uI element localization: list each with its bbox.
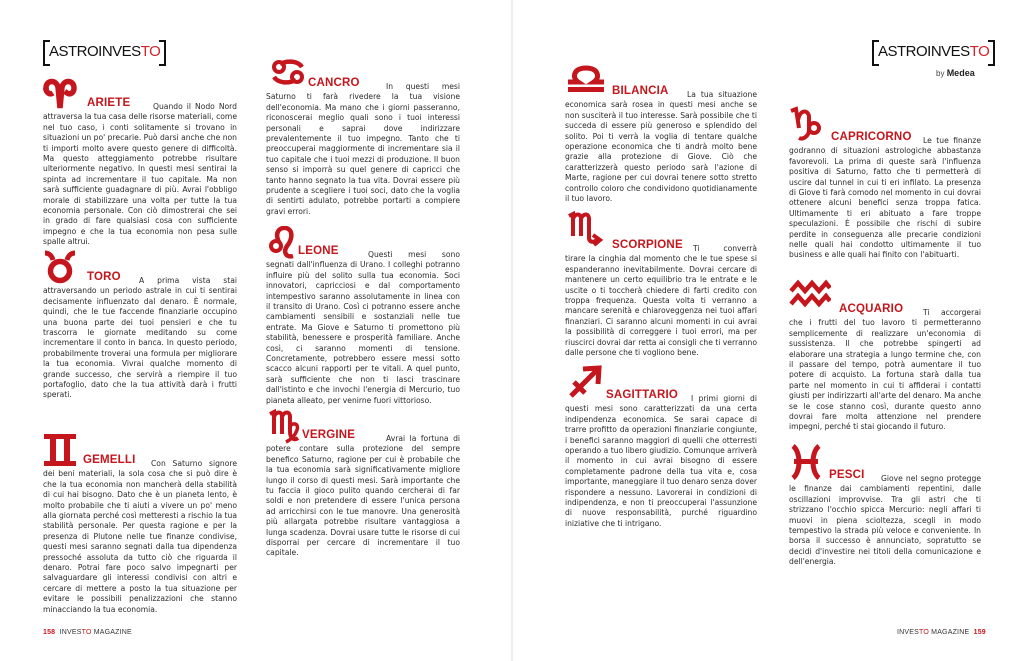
horoscope-pesci [789, 448, 981, 568]
footer-left: 158 INVESTO MAGAZINE [43, 629, 132, 636]
page-number: 159 [973, 629, 986, 636]
sign-text: Le tue finanze godranno di situazioni astrologiche abbastanza favorevoli. La prima di queste sarà l'influenza positiva di Saturno, fatto che ti permetterà di uscire dal tunnel in cui ti eri infilato. La presenza di Giove ti farà comodo nel momento in cui dovrai ottenere alcuni benefici senza troppa fatica. Ultimamente ti eri abituato a fare troppe speculazioni. È possibile che rischi di subire perdite in conseguenza alle precarie condizioni nelle quali hai condotto ultimamente il tuo business e alle quali hai finito con l'abituarti. [789, 136, 981, 260]
sign-name: CAPRICORNO [831, 131, 912, 143]
sign-name: SAGITTARIO [606, 389, 679, 401]
sign-text: Quando il Nodo Nord attraversa la tua casa delle risorse materiali, come nel tuo caso, i conti solitamente si trovano in situazioni un po' precarie. Può darsi anche che non ti importi molto avere questo genere di difficoltà. Ma questo atteggiamento potrebbe risultare ulteriormente negativo. In questi mesi sentirai la spinta ad incrementare il tuo capitale. Ma non sarà sufficiente guadagnare di più. Avrai l'obbligo morale di stabilizzare una volta per tutte la tua economia personale. Con ciò dimostrerai che sei in grado di fare qualsiasi cosa con sufficiente impegno e che la tua economia non pesa sulle spalle altrui. [43, 102, 237, 247]
horoscope-leone [266, 226, 460, 410]
sign-text: I primi giorni di questi mesi sono caratterizzati da una certa indipendenza economica. Se sarai capace di trarre profitto da operazioni finanziarie congiunte, i benefici saranno maggiori di quelli che otterresti operando a tuo libero giudizio. Comunque arriverà il momento in cui avrai bisogno di essere completamente padrone della tua vita e, cosa importante, maneggiare il tuo denaro senza dover rispondere a nessuno. Lavorerai in condizioni di indipendenza, e non ti preoccuperai l'assunzione di nuove responsabilità, purché riguardino iniziative che ti intrigano. [565, 394, 757, 528]
sign-text: Giove nel segno protegge le finanze dai cambiamenti repentini, dalle oscillazioni improvvise. Tra gli astri che ti strizzano l'occhio spicca Mercurio: negli affari ti muovi in piena scioltezza, scegli in modo tempestivo la strada più veloce e conveniente. In borsa il successo è annunciato, sopratutto se decidi d'investire nei titoli della comunicazione e dell'energia. [789, 474, 981, 567]
sign-name: SCORPIONE [612, 239, 683, 251]
column-4 [789, 106, 981, 568]
logo-accent: TO [140, 42, 161, 60]
page-gutter [511, 0, 513, 661]
sign-name: PESCI [829, 469, 865, 481]
sign-text: Con Saturno signore dei beni materiali, la sola cosa che si può dire è che la tua economia non mancherà della stabilità di cui hai bisogno. Dato che è un pianeta lento, è molto probabile che ti aiuti a vivere un po' meno alla giornata perché così metteresti a rischio la tua stabilità personale. Per questa ragione e per la presenza di Plutone nelle tue finanze condivise, questi mesi saranno segnati dalla tua dipendenza pressoché assoluta da tutto ciò che riguarda il denaro. Potrai fare poco salvo impegnarti per salvaguardare gli interessi condivisi con altri e cercare di mettere a posto la tua situazione per evitare le possibili penalizzazioni che stanno minacciando la tua economia. [43, 459, 237, 614]
sign-name: LEONE [298, 245, 339, 257]
sign-name: CANCRO [308, 77, 360, 89]
section-logo-right [872, 40, 995, 62]
sign-name: ARIETE [87, 97, 131, 109]
column-1 [43, 80, 237, 615]
logo-prefix: ASTROINVES [878, 42, 970, 60]
column-3 [565, 66, 757, 529]
sign-name: BILANCIA [612, 85, 669, 97]
horoscope-capricorno [789, 106, 981, 278]
logo-accent: TO [969, 42, 990, 60]
section-logo-left [43, 40, 166, 62]
sign-name: TORO [87, 271, 121, 283]
horoscope-vergine [266, 410, 460, 559]
horoscope-cancro [266, 58, 460, 226]
author-byline: by Medea [936, 68, 975, 78]
sign-text: In questi mesi Saturno ti farà rivedere la tua visione dell'economia. Ma mano che i giorni passeranno, riconoscerai meglio quali sono i tuoi interessi personali e saprai dove indirizzare prevalentemente il tuo impegno. Tanto che ti preoccuperai maggiormente di incrementare sia il tuo capitale che i tuoi mezzi di produzione. Il buon senso si imporrà su quel genere di capricci che tanto hanno segnato la tua vita. Dovrai essere più prudente a scegliere i tuoi soci, dato che la voglia di sentirti adulato, potrebbe portarti a compiere gravi errori. [266, 82, 460, 216]
horoscope-acquario [789, 278, 981, 448]
horoscope-ariete [43, 80, 237, 248]
page-number: 158 [43, 629, 56, 636]
horoscope-toro [43, 248, 237, 435]
sign-text: Avrai la fortuna di potere contare sulla protezione del sempre benefico Saturno, ragione per cui è probabile che la tua economia sarà significativamente migliore lungo il corso di questi mesi. Sarà importante che tu faccia il gioco pulito quando cercherai di far soldi e non pretendere di essere l'unica persona ad arricchirsi con le tue manovre. Una generosità più allargata potrebbe risultare vantaggiosa a lunga scadenza. Dovrai usare tutte le risorse di cui disporrai per cercare di incrementare il tuo capitale. [266, 434, 460, 558]
sign-name: GEMELLI [83, 454, 136, 466]
horoscope-sagittario [565, 364, 757, 529]
sign-text: A prima vista stai attraversando un periodo astrale in cui ti sentirai decisamente influenzato dal denaro. È normale, quindi, che le tue faccende finanziarie occupino una buona parte dei tuoi pensieri e che tu trascorra le giornate meditando su come incrementare il conto in banca. In questo periodo, probabilmente troverai una formula per migliorare la tua economia. Vivrai qualche momento di grande successo, che servirà a riempire il tuo portafoglio, dato che la tua attività darà i frutti sperati. [43, 276, 237, 400]
horoscope-gemelli [43, 435, 237, 615]
sign-name: VERGINE [302, 429, 356, 441]
horoscope-scorpione [565, 210, 757, 364]
column-2 [266, 58, 460, 559]
logo-prefix: ASTROINVES [49, 42, 141, 60]
footer-right: INVESTO MAGAZINE 159 [897, 629, 986, 636]
sign-name: ACQUARIO [839, 303, 904, 315]
sign-text: La tua situazione economica sarà rosea in questi mesi anche se non susciterà il tuo interesse. Sarà possibile che ti succeda di essere più generoso e splendido del solito. Poi ti verrà la voglia di tentare qualche operazione economica che ti andrà molto bene grazie alla protezione di Giove. Ciò che caratterizzerà questo periodo sarà l'azione di Marte, ragione per cui dovrai tenere sotto stretto controllo coloro che condividono quotidianamente il tuo lavoro. [565, 90, 757, 204]
horoscope-bilancia [565, 66, 757, 210]
sign-text: Ti accorgerai che i frutti del tuo lavoro ti permetteranno semplicemente di realizzare un'economia di sussistenza. Il che potrebbe spingerti ad elaborare una strategia a lungo termine che, con il passare del tempo, potrà aumentare il tuo potere di acquisto. La fortuna starà dalla tua parte nel momento in cui ti affiderai i contatti giusti per indirizzarti all'arte del denaro. Ma anche se le cose stanno così, durante questo anno dovrai fare molta attenzione nel prendere impegni, perché ti stai giocando il futuro. [789, 308, 981, 432]
sign-text: Questi mesi sono segnati dall'influenza di Urano. I colleghi potranno influire più del solito sulla tua economia. Soci innovatori, capricciosi e dal comportamento intempestivo saranno assolutamente in linea con il transito di Urano. Così ci potranno essere anche cambiamenti sensibili e sostanziali nelle tue entrate. Ma Giove e Saturno ti promettono più stabilità, benessere e prosperità familiare. Anche così, ci saranno momenti di tensione. Concretamente, potrebbero essere messi sotto scacco alcuni rapporti per te vitali. A quel punto, sarà sufficiente che non ti lasci trascinare dall'istinto e che invochi l'energia di Mercurio, tuo pianeta alleato, per venirne fuori vittorioso. [266, 250, 460, 405]
sign-text: Ti converrà tirare la cinghia dal momento che le tue spese si espanderanno inevitabilmente. Dovrai cercare di mantenere un certo equilibrio tra le entrate e le uscite o ti toccherà chiedere di farti credito con troppa frequenza. Questa volta ti verranno a mancare serenità e chiaroveggenza nei tuoi affari finanziari. Ci saranno alcuni momenti in cui avrai la possibilità di correggere i tuoi errori, ma per riuscirci dovrai dar retta ai consigli che ti verranno dalle persone che ti vogliono bene. [565, 244, 757, 358]
author-name: Medea [946, 68, 975, 78]
